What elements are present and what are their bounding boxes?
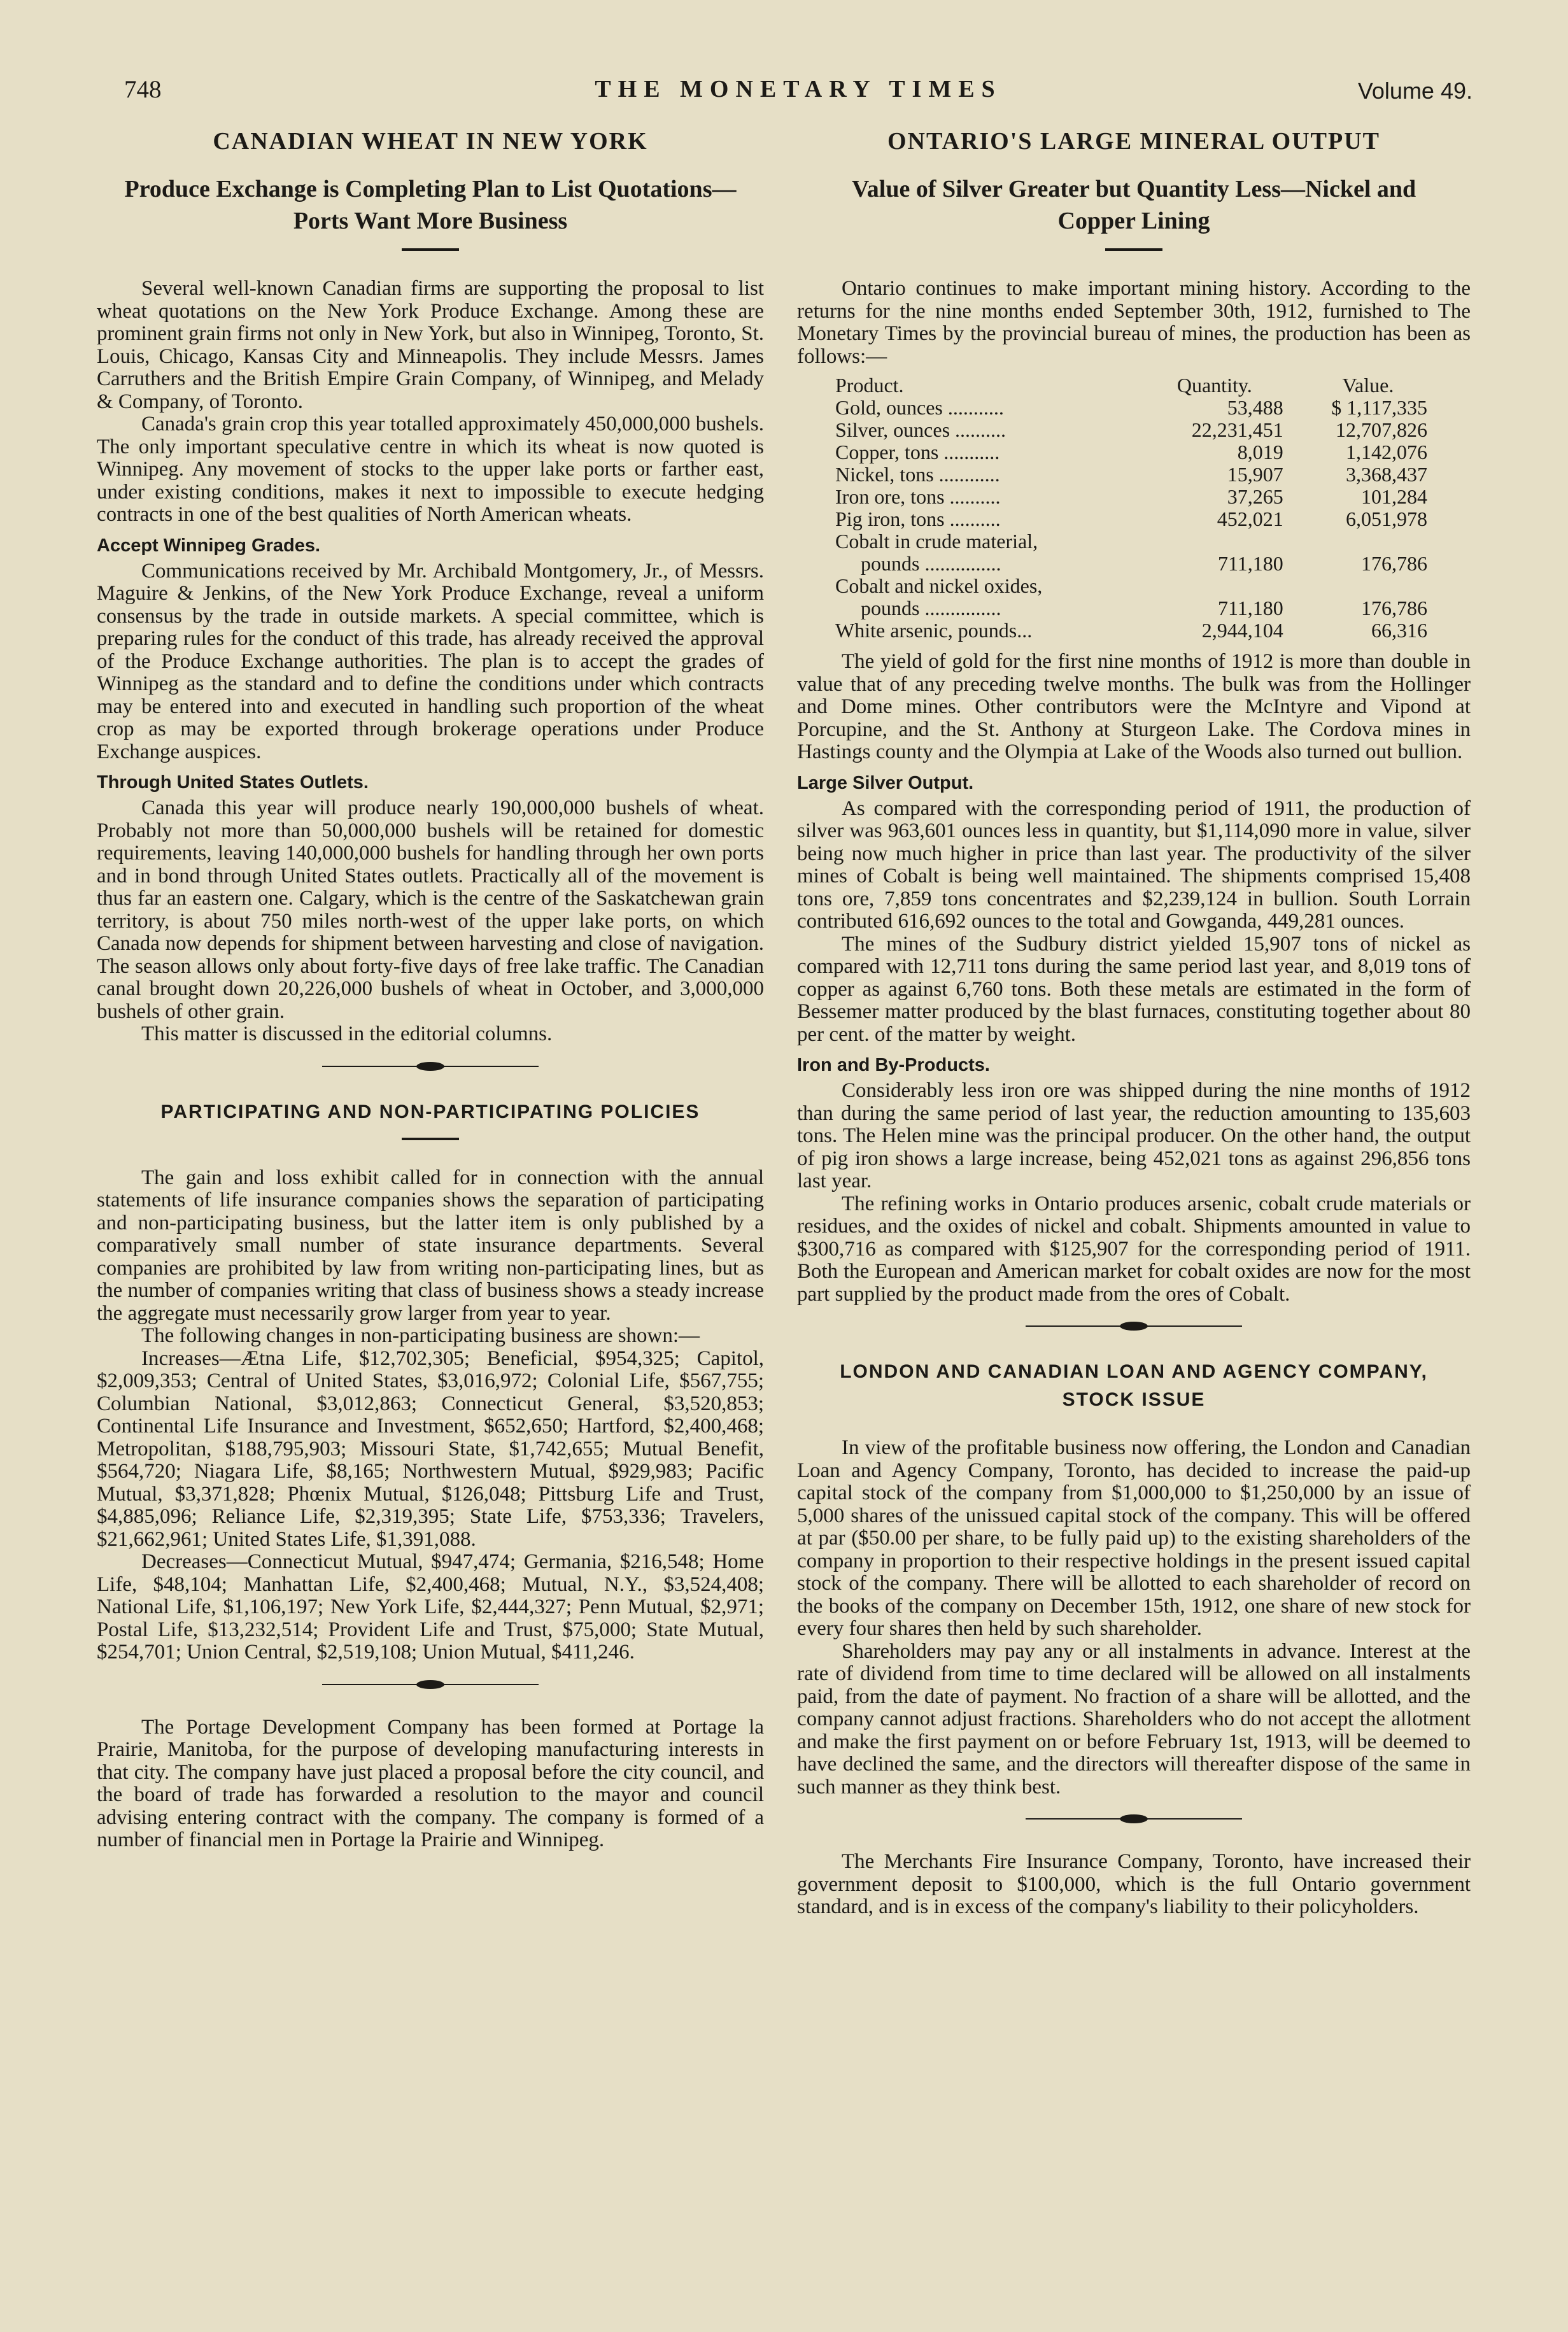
article-title: PARTICIPATING AND NON-PARTICIPATING POLICIES: [160, 1101, 700, 1122]
column-header: Value.: [1342, 374, 1394, 397]
paragraph: Several well-known Canadian firms are supporting the proposal to list wheat quotations on the New York Produce Exchange. Among these are prominent grain firms not only in New York, but also in Winnipeg, Toronto, St. Louis, Chicago, Kansas City and Minneapolis. They include Messrs. James Carruthers and the British Empire Grain Company, of Winnipeg, and Melady & Company, of Toronto.: [97, 277, 764, 413]
product-cell: pounds ...............: [861, 597, 1001, 619]
article-subtitle: Produce Exchange is Completing Plan to List Quotations—Ports Want More Business: [124, 176, 737, 234]
table-row: [835, 575, 1427, 597]
value-cell: 66,316: [1371, 619, 1427, 642]
table-row: [835, 508, 1427, 530]
table-row: [835, 441, 1427, 463]
article-canadian-wheat: [97, 127, 764, 1046]
table-row: [835, 397, 1427, 419]
paragraph: This matter is discussed in the editorial columns.: [141, 1022, 553, 1045]
product-cell: Pig iron, tons ..........: [835, 507, 1001, 530]
ornament-divider: [1026, 1320, 1242, 1332]
ornament-divider: [322, 1060, 539, 1073]
quantity-cell: 711,180: [1217, 552, 1283, 575]
quantity-cell: 711,180: [1217, 597, 1283, 619]
column-header: Quantity.: [1176, 374, 1252, 397]
paragraph: Decreases—Connecticut Mutual, $947,474; Germania, $216,548; Home Life, $48,104; Manhattan Life, $2,400,468; Mutual, N.Y., $3,524,408; National Life, $1,106,197; New York Life, $2,444,327; Penn Mutual, $2,971; Postal Life, $13,232,514; Provident Life and Trust, $75,000; State Mutual, $254,701; Union Central, $2,519,108; Union Mutual, $411,246.: [97, 1550, 764, 1664]
mineral-output-table: [835, 374, 1427, 642]
table-row: [835, 463, 1427, 486]
product-cell: Silver, ounces ..........: [835, 418, 1006, 441]
paragraph: Considerably less iron ore was shipped during the nine months of 1912 than during the same period of last year, the reduction amounting to 135,603 tons. The Helen mine was the principal producer. On the other hand, the output of pig iron shows a large increase, being 452,021 tons as against 296,856 tons last year.: [797, 1079, 1471, 1192]
product-cell: Copper, tons ...........: [835, 441, 1000, 463]
product-cell: Cobalt and nickel oxides,: [835, 574, 1043, 597]
paragraph: The Merchants Fire Insurance Company, Toronto, have increased their government deposit to $100,000, which is the full Ontario government standard, and is in excess of the company's liability to their policyholders.: [797, 1850, 1471, 1918]
table-row: [835, 553, 1427, 575]
section-heading: Large Silver Output.: [797, 772, 974, 793]
paragraph: Canada this year will produce nearly 190,000,000 bushels of wheat. Probably not more than 50,000,000 bushels will be retained for domestic requirements, leaving 140,000,000 bushels for handling through her own ports and in bond through United States outlets. Practically all of the movement is thus far an eastern one. Calgary, which is the centre of the Saskatchewan grain territory, is about 750 miles north-west of the upper lake ports, on which Canada now depends for shipment between harvesting and close of navigation. The season allows only about forty-five days of free lake traffic. The Canadian canal brought down 20,226,000 bushels of wheat in October, and 3,000,000 bushels of other grain.: [97, 796, 764, 1023]
quantity-cell: 53,488: [1227, 396, 1283, 419]
product-cell: Iron ore, tons ..........: [835, 485, 1001, 508]
left-column: [97, 127, 764, 1852]
ornament-divider: [322, 1678, 539, 1691]
article-title: CANADIAN WHEAT IN NEW YORK: [213, 128, 648, 155]
section-heading: Iron and By-Products.: [797, 1055, 990, 1075]
ornament-divider: [1026, 1813, 1242, 1825]
paragraph: The following changes in non-participating business are shown:—: [141, 1324, 700, 1347]
article-ontario-mineral: [797, 127, 1471, 1306]
paragraph: In view of the profitable business now offering, the London and Canadian Loan and Agency Company, Toronto, has decided to increase the paid-up capital stock of the company from $1,000,000 to $1,250,000 by an issue of 5,000 shares of the unissued capital stock of the company. This will be offered at par ($50.00 per share, to be fully paid up) to the existing shareholders of the company in proportion to their respective holdings in the present issued capital stock of the company. There will be allotted to each shareholder of record on the books of the company on December 15th, 1912, one share of new stock for every four shares then held by such shareholder.: [797, 1436, 1471, 1640]
quantity-cell: 37,265: [1227, 485, 1283, 508]
quantity-cell: 15,907: [1227, 463, 1283, 486]
product-cell: Nickel, tons ............: [835, 463, 1000, 486]
page-number: 748: [124, 76, 162, 103]
article-london-canadian-loan: [797, 1358, 1471, 1798]
product-cell: pounds ...............: [861, 552, 1001, 575]
section-heading: Through United States Outlets.: [97, 772, 369, 793]
quantity-cell: 2,944,104: [1201, 619, 1283, 642]
table-row: [835, 619, 1427, 642]
quantity-cell: 8,019: [1237, 441, 1283, 463]
paragraph: Canada's grain crop this year totalled approximately 450,000,000 bushels. The only important speculative centre in which its wheat is now quoted is Winnipeg. Any movement of stocks to the upper lake ports or farther east, under existing conditions, makes it next to impossible to execute hedging contracts in one of the best qualities of North American wheats.: [97, 413, 764, 526]
value-cell: 176,786: [1361, 552, 1427, 575]
article-title: ONTARIO'S LARGE MINERAL OUTPUT: [887, 128, 1380, 155]
quantity-cell: [1146, 575, 1283, 597]
section-heading: Accept Winnipeg Grades.: [97, 535, 321, 556]
table-row: [835, 419, 1427, 441]
paragraph: Communications received by Mr. Archibald Montgomery, Jr., of Messrs. Maguire & Jenkins, of the New York Produce Exchange, reveal a uniform consensus by the trade in outside markets. A special committee, which is preparing rules for the conduct of this trade, has already received the approval of the Produce Exchange authorities. The plan is to accept the grades of Winnipeg as the standard and to define the conditions under which contracts may be entered into and executed in handling such proportion of the wheat crop as may be exported through brokerage operations under Produce Exchange auspices.: [97, 559, 764, 763]
value-cell: 3,368,437: [1346, 463, 1427, 486]
paragraph: As compared with the corresponding period of 1911, the production of silver was 963,601 ounces less in quantity, but $1,114,090 more in value, silver being now much higher in price than last year. The productivity of the silver mines of Cobalt is being well maintained. The shipments comprised 15,408 tons ore, 7,859 tons concentrates and $2,239,124 in bullion. South Lorrain contributed 616,692 ounces to the total and Gowganda, 449,281 ounces.: [797, 796, 1471, 933]
page-header: [124, 75, 1473, 113]
value-cell: 176,786: [1361, 597, 1427, 619]
value-cell: 101,284: [1361, 485, 1427, 508]
volume-label: Volume 49.: [1357, 78, 1473, 104]
article-portage-development: [97, 1716, 764, 1852]
title-rule: [402, 248, 459, 251]
article-participating-policies: [97, 1098, 764, 1664]
product-cell: White arsenic, pounds...: [835, 619, 1033, 642]
value-cell: 12,707,826: [1336, 418, 1427, 441]
table-row: [835, 530, 1427, 553]
paragraph: Shareholders may pay any or all instalments in advance. Interest at the rate of dividend from time to time declared will be allowed on all instalments paid, from the date of payment. No fraction of a share will be allotted, and the company cannot adjust fractions. Shareholders who do not accept the allotment and make the first payment on or before February 1st, 1913, will be deemed to have declined the same, and the directors will thereafter dispose of the same in such manner as they think best.: [797, 1639, 1471, 1798]
value-cell: [1283, 575, 1427, 597]
paragraph: The Portage Development Company has been formed at Portage la Prairie, Manitoba, for the purpose of developing manufacturing interests in that city. The company have just placed a proposal before the city council, and the board of trade has forwarded a resolution to the mayor and council advising entering contract with the company. The company is formed of a number of financial men in Portage la Prairie and Winnipeg.: [97, 1715, 764, 1851]
paragraph: The mines of the Sudbury district yielded 15,907 tons of nickel as compared with 12,711 tons during the same period last year, and 8,019 tons of copper as against 6,760 tons. Both these metals are estimated in the form of Bessemer matter produced by the blast furnaces, constituting together about 80 per cent. of the matter by weight.: [797, 932, 1471, 1046]
title-rule: [1105, 248, 1162, 251]
table-row: [835, 597, 1427, 619]
paragraph: Ontario continues to make important mining history. According to the returns for the nine months ended September 30th, 1912, furnished to The Monetary Times by the provincial bureau of mines, the production has been as follows:—: [797, 277, 1471, 368]
value-cell: 6,051,978: [1346, 507, 1427, 530]
title-rule: [402, 1138, 459, 1140]
value-cell: 1,142,076: [1346, 441, 1427, 463]
quantity-cell: 452,021: [1217, 507, 1283, 530]
product-cell: Gold, ounces ...........: [835, 396, 1004, 419]
paragraph: The refining works in Ontario produces arsenic, cobalt crude materials or residues, and the oxides of nickel and cobalt. Shipments amounted in value to $300,716 as compared with $125,907 for the corresponding period of 1911. Both the European and American market for cobalt oxides are now for the most part supplied by the product made from the ores of Cobalt.: [797, 1192, 1471, 1306]
value-cell: $ 1,117,335: [1331, 396, 1427, 419]
paragraph: The gain and loss exhibit called for in connection with the annual statements of life insurance companies shows the separation of participating and non-participating business, but the latter item is only published by a comparatively small number of state insurance departments. Several companies are prohibited by law from writing non-participating lines, but as the number of companies writing that class of business shows a steady increase the aggregate must necessarily grow larger from year to year.: [97, 1166, 764, 1325]
article-merchants-fire: [797, 1851, 1471, 1919]
value-cell: [1283, 530, 1427, 553]
table-row: [835, 486, 1427, 508]
masthead: THE MONETARY TIMES: [595, 76, 1002, 102]
paragraph: The yield of gold for the first nine months of 1912 is more than double in value that of any preceding twelve months. The bulk was from the Hollinger and Dome mines. Other contributors were the McIntyre and Vipond at Porcupine, and the St. Anthony at Sturgeon Lake. The Cordova mines in Hastings county and the Olympia at Lake of the Woods also turned out bullion.: [797, 650, 1471, 763]
quantity-cell: 22,231,451: [1191, 418, 1283, 441]
column-header: Product.: [835, 374, 904, 397]
paragraph: Increases—Ætna Life, $12,702,305; Beneficial, $954,325; Capitol, $2,009,353; Central of United States, $3,016,972; Colonial Life, $567,755; Columbian National, $3,012,863; Connecticut General, $3,520,853; Continental Life Insurance and Investment, $652,650; Hartford, $2,400,468; Metropolitan, $188,795,903; Missouri State, $1,742,655; Mutual Benefit, $564,720; Niagara Life, $8,165; Northwestern Mutual, $929,983; Pacific Mutual, $3,371,828; Phœnix Mutual, $126,048; Pittsburg Life and Trust, $4,885,096; Reliance Life, $2,319,395; State Life, $753,336; Travelers, $21,662,961; United States Life, $1,391,088.: [97, 1346, 764, 1551]
article-title: LONDON AND CANADIAN LOAN AND AGENCY COMPANY, STOCK ISSUE: [840, 1361, 1428, 1410]
right-column: [797, 127, 1471, 1919]
product-cell: Cobalt in crude material,: [835, 530, 1038, 553]
quantity-cell: [1146, 530, 1283, 553]
article-subtitle: Value of Silver Greater but Quantity Less—Nickel and Copper Lining: [851, 176, 1416, 234]
